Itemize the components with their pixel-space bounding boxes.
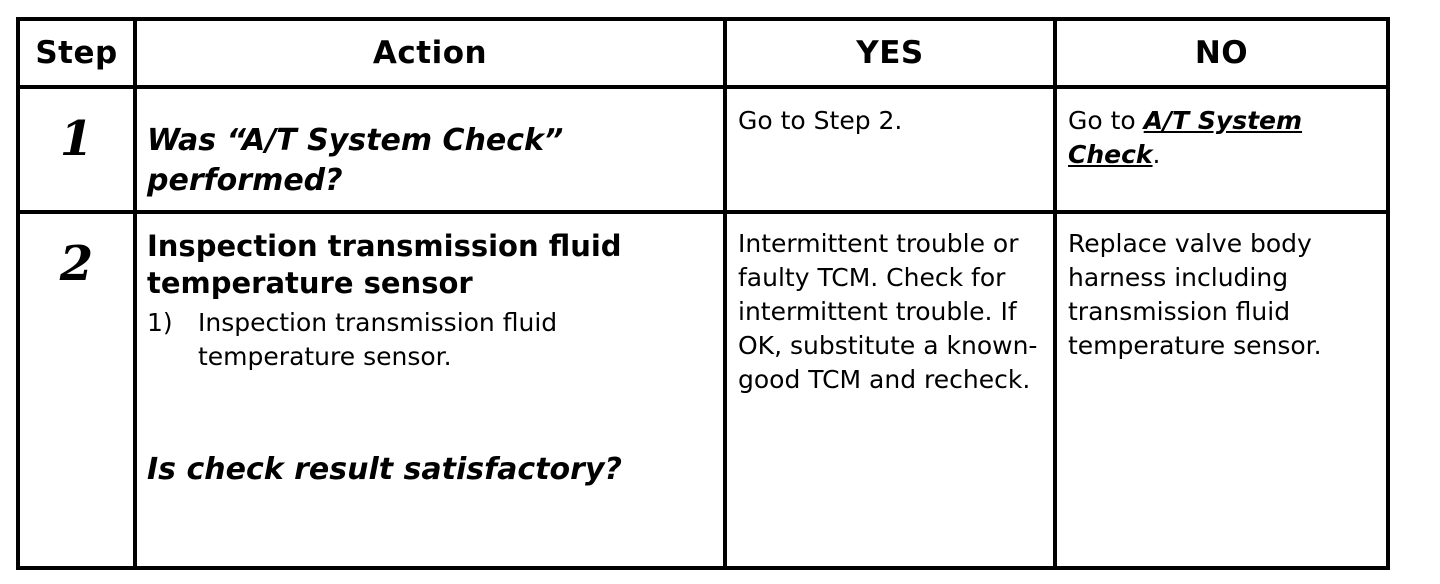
action-question: Is check result satisfactory? [147,452,622,487]
table-row [18,87,1388,212]
table-row [18,212,1388,568]
no-result-prefix: Go to [1068,106,1144,135]
header-no: NO [1055,19,1388,87]
yes-result: Intermittent trouble or faulty TCM. Check for intermittent trouble. If OK, substitute a known-good TCM and recheck. [725,212,1055,568]
diagnostic-table [16,17,1390,570]
step-number: 2 [18,212,135,568]
step-number: 1 [18,87,135,212]
list-item-text: Inspection transmission fluid temperature sensor. [198,308,558,371]
header-action: Action [135,19,725,87]
action-question: Was “A/T System Check” performed? [135,87,725,212]
list-item-number: 1) [147,308,173,337]
system-check-link[interactable]: A/T System Check [1068,106,1303,169]
header-row [18,19,1388,87]
yes-result: Go to Step 2. [725,87,1055,212]
no-result-suffix: . [1152,140,1161,169]
header-yes: YES [725,19,1055,87]
action-title: Inspection transmission fluid temperature sensor [147,229,622,300]
action-cell [135,212,725,568]
header-step: Step [18,19,135,87]
action-list-item [137,302,723,374]
no-result [1055,87,1388,212]
no-result: Replace valve body harness including transmission fluid temperature sensor. [1055,212,1388,568]
